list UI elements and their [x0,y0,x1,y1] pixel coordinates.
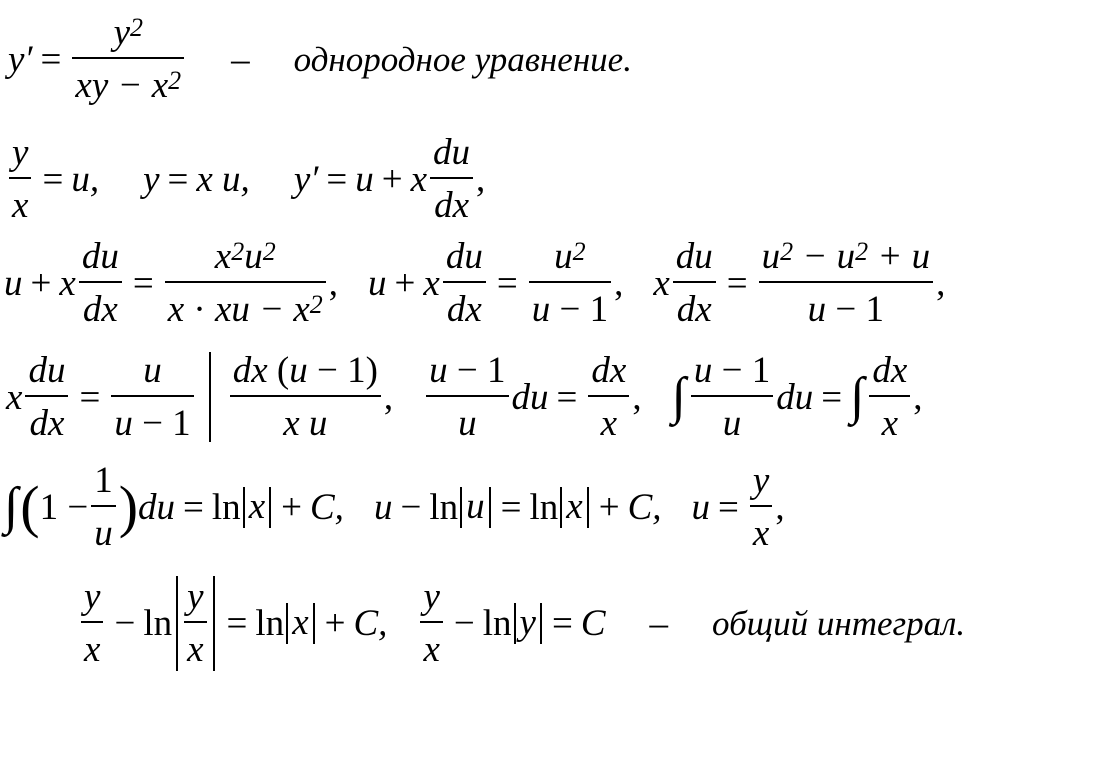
equation-line-2: $\frac{y}{x}$ = u, y = x u, y′ = u + x $\frac{du}{dx}$ , [6,132,485,227]
integral-sign: ∫ [850,368,865,426]
fraction: $\frac{y}{x}$ [9,132,31,227]
equation-line-1: y′ = $\frac{y^2}{xy - x^2}$ – однородное уравнение. [8,12,632,107]
equation-line-6: $\frac{y}{x}$ − ln $\frac{y}{x}$ = ln x + C, $\frac{y}{x}$ − ln y = C – общий интеграл. [78,576,965,671]
fraction: $\frac{du}{dx}$ [430,132,473,227]
equation-line-4: x $\frac{du}{dx}$ = $\frac{u}{u - 1}$ $\frac{dx (u - 1)}{\text{x u}}$ , $\frac{u - 1}{u}$ du = $\frac{dx}{x}$ , ∫ $\frac{u - 1}{u}$ du = ∫ $\frac{dx}{x}$ , [6,350,923,445]
dash: – [231,38,250,80]
homogeneous-equation-label: однородное уравнение. [293,39,632,79]
equation-line-3: u + x $\frac{du}{dx}$ = $\frac{x^2u^2}{x \cdot xu - x^2}$ , u + x $\frac{du}{dx}$ = $\frac{u^2}{u - 1}$ , x $\frac{du}{dx}$ = $\frac{u^2 - u^2 + u}{u - 1}$ , [4,236,946,331]
fraction: $\frac{x^2u^2}{x \cdot xu - x^2}$ [165,236,326,331]
equation-line-5: ∫ ( 1 − $\frac{1}{u}$ ) du = ln x + C, u − ln u = ln x + C, u = $\frac{y}{x}$ , [4,460,785,555]
dash: – [649,602,669,644]
fraction: $\frac{y^2}{xy - x^2}$ [72,12,184,107]
general-integral-label: общий интеграл. [712,603,966,643]
integral-sign: ∫ [4,478,19,536]
multiply-bar [209,352,211,442]
integral-sign: ∫ [671,368,686,426]
